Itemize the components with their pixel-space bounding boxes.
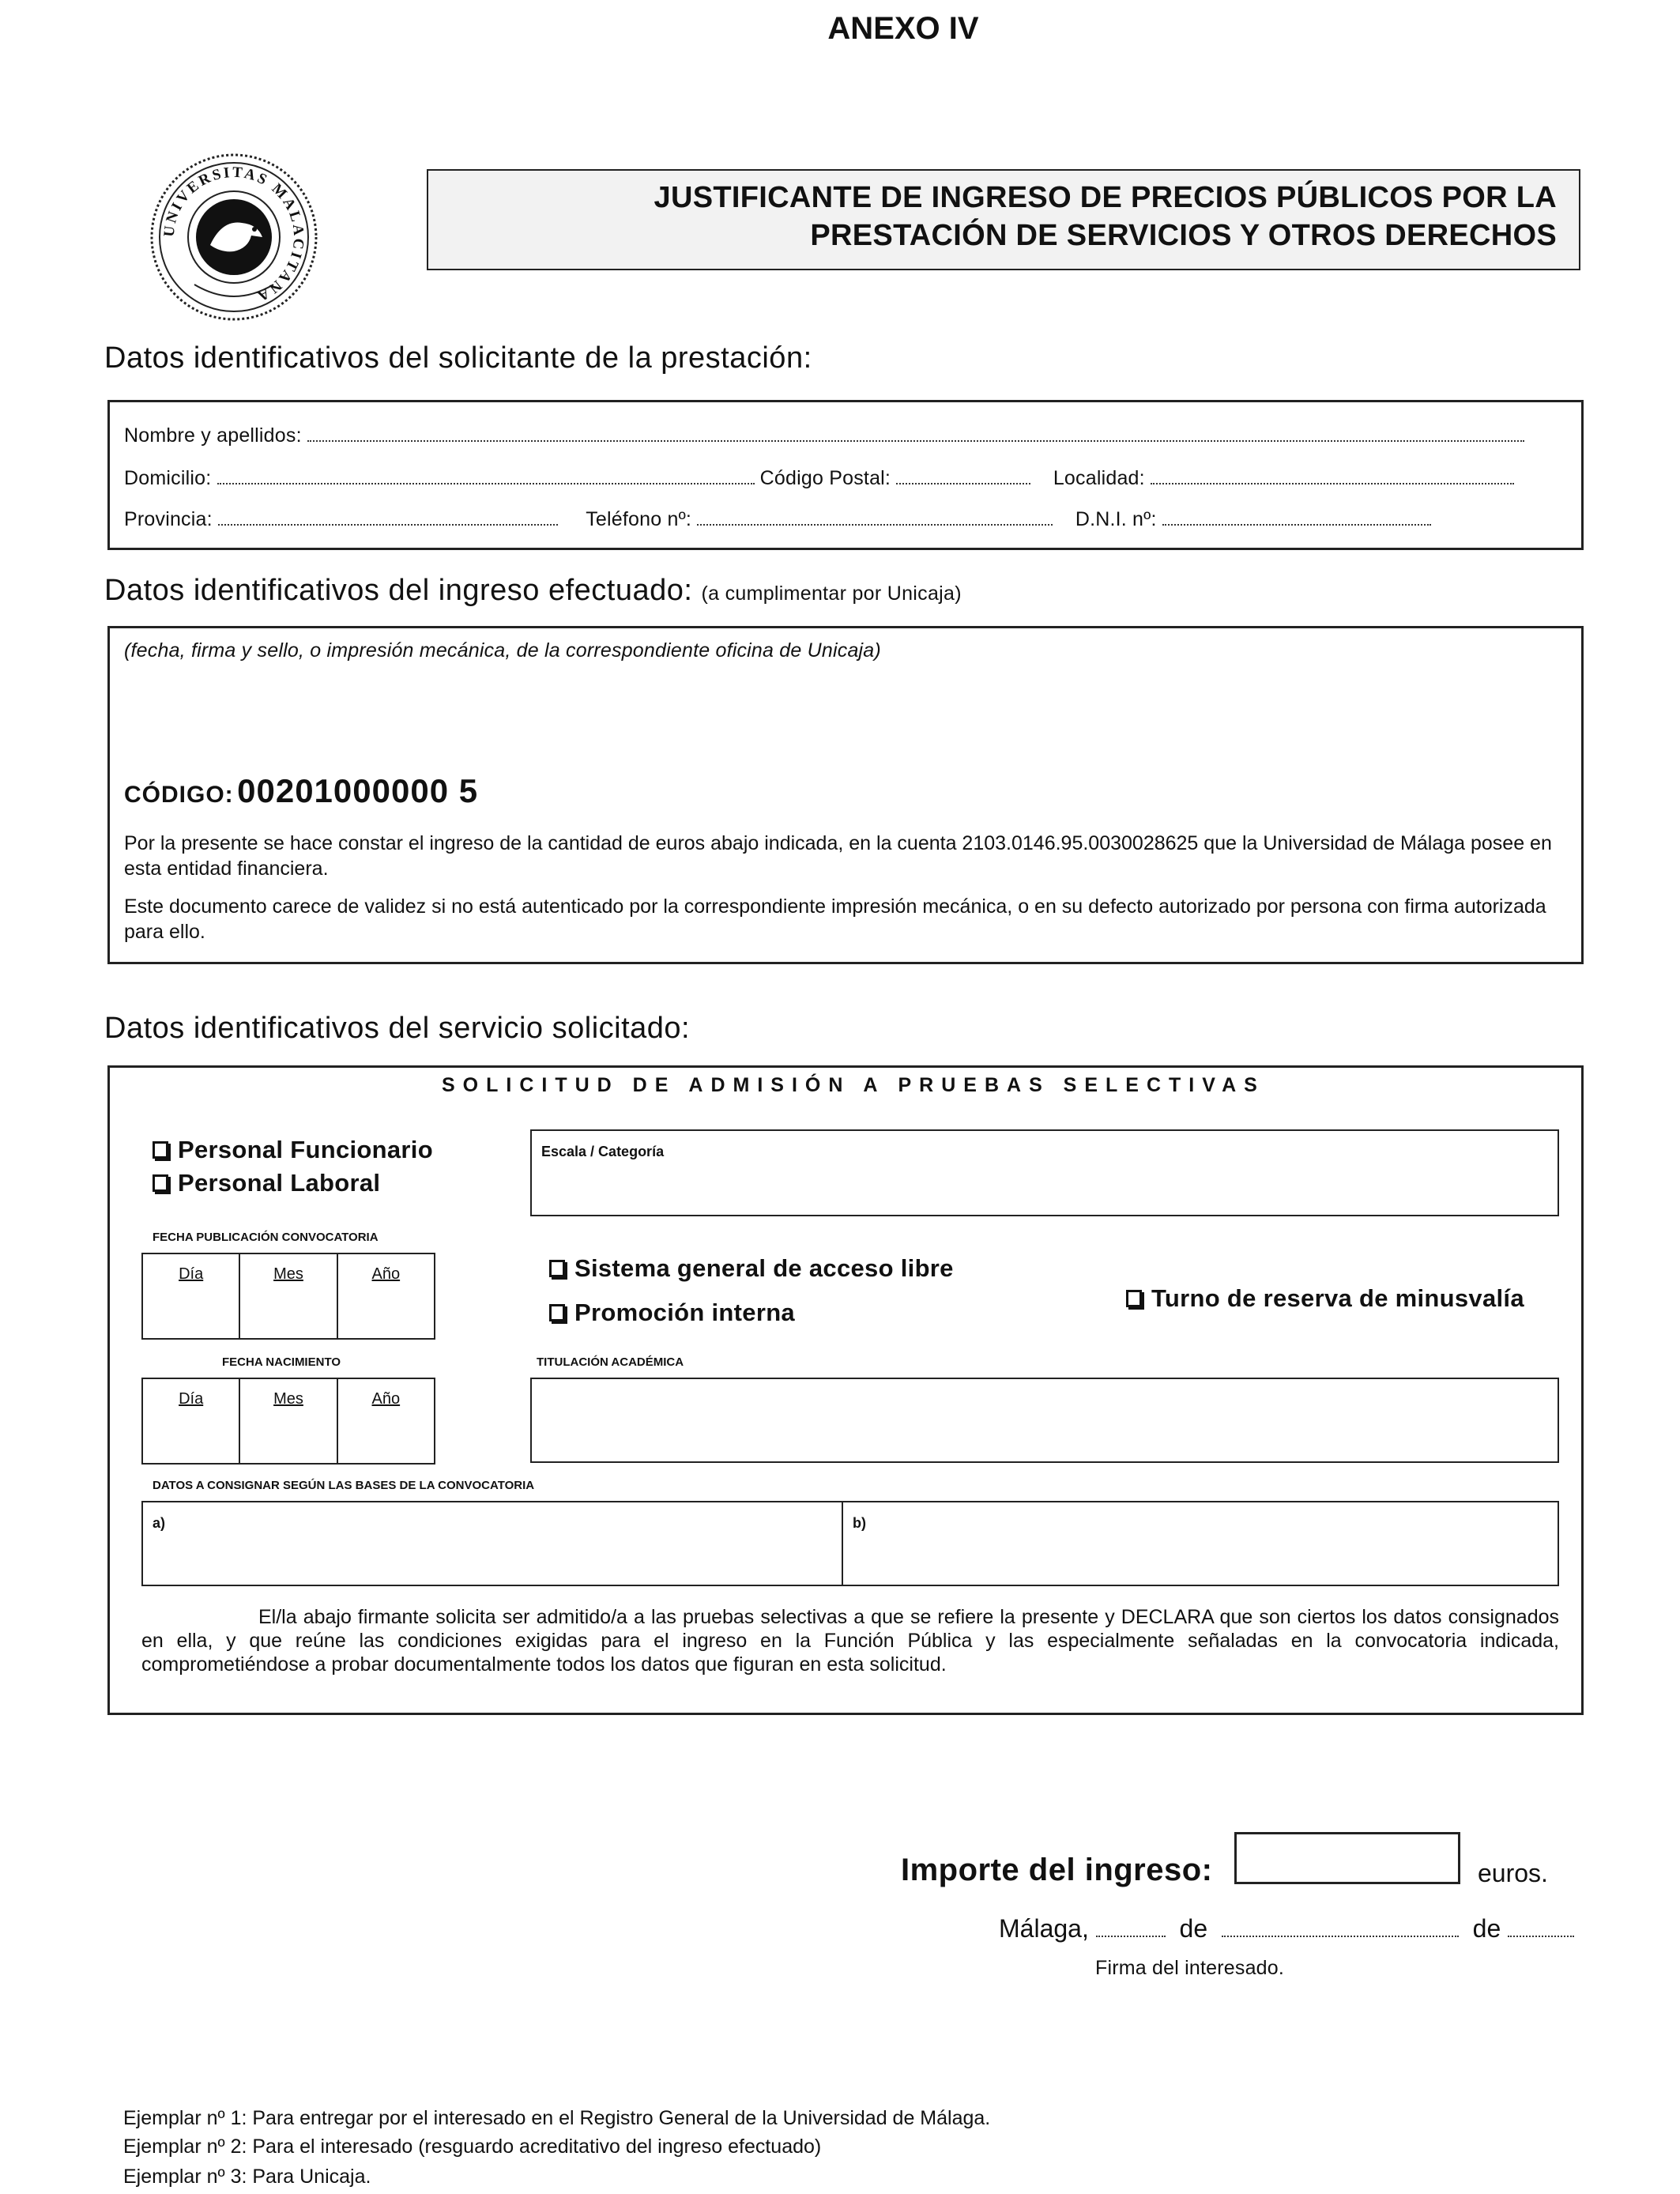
document-title-line2: PRESTACIÓN DE SERVICIOS Y OTROS DERECHOS bbox=[810, 219, 1557, 252]
importe-field[interactable] bbox=[1234, 1832, 1460, 1884]
field-b-label: b) bbox=[853, 1515, 866, 1531]
turno-reserva-label: Turno de reserva de minusvalía bbox=[1151, 1284, 1524, 1312]
seal-text: UNIVERSITAS MALACITANA bbox=[160, 164, 307, 306]
datos-bases-field-b[interactable] bbox=[843, 1502, 1558, 1585]
personal-laboral-label: Personal Laboral bbox=[178, 1169, 381, 1197]
nombre-field[interactable] bbox=[307, 424, 1524, 442]
fecha-lugar-row bbox=[999, 1914, 1574, 1943]
escala-categoria-field[interactable] bbox=[530, 1129, 1559, 1216]
fecha-publicacion-grid bbox=[141, 1253, 435, 1340]
fecha-publicacion-dia[interactable]: Día bbox=[143, 1254, 240, 1338]
ingreso-heading bbox=[104, 574, 962, 608]
ingreso-box bbox=[107, 626, 1584, 964]
provincia-field[interactable] bbox=[218, 508, 558, 526]
personal-funcionario-label: Personal Funcionario bbox=[178, 1136, 433, 1163]
turno-reserva-checkbox[interactable] bbox=[1126, 1284, 1524, 1313]
checkbox-icon bbox=[1126, 1290, 1142, 1307]
personal-funcionario-checkbox[interactable] bbox=[153, 1136, 433, 1164]
promocion-interna-label: Promoción interna bbox=[574, 1299, 795, 1326]
sistema-general-checkbox[interactable] bbox=[549, 1254, 954, 1283]
datos-bases-label: DATOS A CONSIGNAR SEGÚN LAS BASES DE LA CONVOCATORIA bbox=[153, 1479, 535, 1492]
solicitud-title: SOLICITUD DE ADMISIÓN A PRUEBAS SELECTIVAS bbox=[442, 1074, 1265, 1096]
codigo-label: CÓDIGO: bbox=[124, 782, 234, 808]
codigo-postal-field[interactable] bbox=[896, 467, 1030, 484]
mes-field[interactable] bbox=[1222, 1918, 1459, 1937]
ejemplar-3: Ejemplar nº 3: Para Unicaja. bbox=[123, 2166, 371, 2188]
checkbox-icon bbox=[549, 1260, 565, 1277]
titulacion-field[interactable] bbox=[530, 1378, 1559, 1463]
provincia-label: Provincia: bbox=[124, 508, 213, 530]
fecha-nacimiento-mes[interactable]: Mes bbox=[240, 1379, 337, 1463]
fecha-publicacion-mes[interactable]: Mes bbox=[240, 1254, 337, 1338]
codigo-postal-label: Código Postal: bbox=[759, 467, 891, 489]
codigo-row bbox=[124, 772, 478, 810]
servicio-box bbox=[107, 1065, 1584, 1715]
importe-label: Importe del ingreso: bbox=[901, 1853, 1213, 1887]
ingreso-paragraph-1: Por la presente se hace constar el ingreso de la cantidad de euros abajo indicada, en la cuenta 2103.0146.95.0030028625 que la Universidad de Málaga posee en esta entidad financiera. bbox=[124, 832, 1552, 880]
ingreso-heading-text: Datos identificativos del ingreso efectuado: bbox=[104, 574, 693, 607]
fecha-nacimiento-dia[interactable]: Día bbox=[143, 1379, 240, 1463]
fecha-nacimiento-grid bbox=[141, 1378, 435, 1465]
currency-label: euros. bbox=[1478, 1859, 1548, 1887]
nombre-label: Nombre y apellidos: bbox=[124, 424, 302, 447]
checkbox-icon bbox=[153, 1174, 168, 1192]
firma-label: Firma del interesado. bbox=[1095, 1957, 1285, 1979]
personal-laboral-checkbox[interactable] bbox=[153, 1169, 380, 1197]
annex-title: ANEXO IV bbox=[827, 11, 979, 46]
escala-categoria-label: Escala / Categoría bbox=[541, 1144, 665, 1159]
ingreso-heading-note: (a cumplimentar por Unicaja) bbox=[701, 582, 962, 605]
localidad-field[interactable] bbox=[1151, 467, 1514, 484]
telefono-field[interactable] bbox=[697, 508, 1053, 526]
fecha-nacimiento-anio[interactable]: Año bbox=[371, 1390, 401, 1408]
codigo-value: 00201000000 5 bbox=[237, 772, 479, 809]
localidad-label: Localidad: bbox=[1053, 467, 1145, 489]
ejemplar-1: Ejemplar nº 1: Para entregar por el interesado en el Registro General de la Universidad de Málaga. bbox=[123, 2107, 991, 2129]
fecha-publicacion-label: FECHA PUBLICACIÓN CONVOCATORIA bbox=[153, 1231, 379, 1244]
datos-bases-field-a[interactable] bbox=[143, 1502, 843, 1585]
titulacion-label: TITULACIÓN ACADÉMICA bbox=[537, 1355, 684, 1369]
ingreso-paragraph-2: Este documento carece de validez si no está autenticado por la correspondiente impresión mecánica, o en su defecto autorizado por persona con firma autorizada para ello. bbox=[124, 895, 1546, 943]
fecha-nacimiento-label: FECHA NACIMIENTO bbox=[222, 1355, 341, 1369]
fecha-publicacion-anio[interactable]: Año bbox=[371, 1265, 401, 1283]
solicitante-heading: Datos identificativos del solicitante de la prestación: bbox=[104, 341, 812, 375]
field-a-label: a) bbox=[153, 1515, 166, 1531]
dni-label: D.N.I. nº: bbox=[1075, 508, 1157, 530]
lugar-label: Málaga, bbox=[999, 1914, 1089, 1943]
sistema-general-label: Sistema general de acceso libre bbox=[574, 1254, 954, 1282]
document-title-box bbox=[427, 169, 1580, 270]
stamp-note: (fecha, firma y sello, o impresión mecánica, de la correspondiente oficina de Unicaja) bbox=[124, 639, 881, 662]
servicio-heading: Datos identificativos del servicio solicitado: bbox=[104, 1012, 691, 1045]
declaracion-text: El/la abajo firmante solicita ser admitido/a a las pruebas selectivas a que se refiere la presente y DECLARA que son ciertos los datos consignados en ella, y que reúne las condiciones exigidas para el ingreso en la Función Pública y las especialmente señaladas en la convocatoria indicada, comprometiéndose a probar documentalmente todos los datos que figuran en esta solicitud. bbox=[141, 1606, 1559, 1676]
anio-field[interactable] bbox=[1508, 1918, 1574, 1937]
domicilio-field[interactable] bbox=[217, 467, 755, 484]
checkbox-icon bbox=[153, 1141, 168, 1159]
checkbox-icon bbox=[549, 1304, 565, 1321]
datos-bases-grid bbox=[141, 1501, 1559, 1586]
ejemplar-2: Ejemplar nº 2: Para el interesado (resguardo acreditativo del ingreso efectuado) bbox=[123, 2136, 822, 2158]
solicitante-box bbox=[107, 400, 1584, 550]
dia-field[interactable] bbox=[1096, 1918, 1166, 1937]
de-label-2: de bbox=[1472, 1914, 1501, 1943]
domicilio-label: Domicilio: bbox=[124, 467, 212, 489]
telefono-label: Teléfono nº: bbox=[586, 508, 692, 530]
de-label-1: de bbox=[1179, 1914, 1208, 1943]
dni-field[interactable] bbox=[1162, 508, 1431, 526]
university-seal-logo bbox=[147, 150, 321, 324]
document-title-line1: JUSTIFICANTE DE INGRESO DE PRECIOS PÚBLICOS POR LA bbox=[654, 181, 1557, 214]
promocion-interna-checkbox[interactable] bbox=[549, 1299, 795, 1327]
